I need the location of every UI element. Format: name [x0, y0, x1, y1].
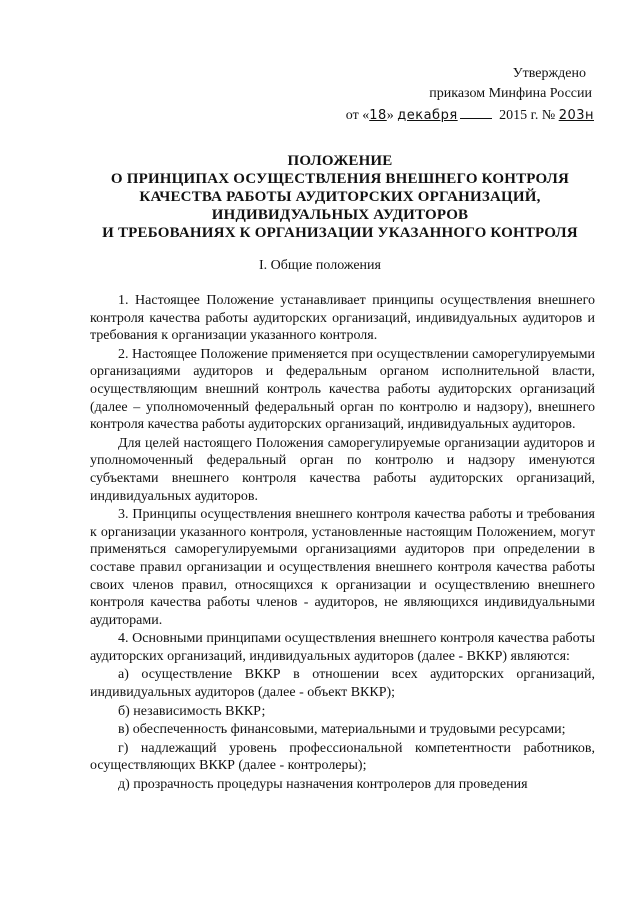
paragraph: 2. Настоящее Положение применяется при осуществлении саморегулируемыми организациями аудиторов и федеральным органом исполнительной власти, осуществляющим внешний контроль качества работы аудиторских организаций (далее – уполномоченный федеральный орган по контролю и надзору), внешнего контроля качества работы аудиторских организаций, индивидуальных аудиторов. — [90, 346, 595, 433]
date-quote-close: » — [386, 108, 394, 123]
date-prefix: от « — [345, 108, 370, 123]
title-line: КАЧЕСТВА РАБОТЫ АУДИТОРСКИХ ОРГАНИЗАЦИЙ, — [139, 189, 541, 205]
document-title — [90, 152, 590, 242]
section-heading: I. Общие положения — [259, 258, 381, 273]
title-line: О ПРИНЦИПАХ ОСУЩЕСТВЛЕНИЯ ВНЕШНЕГО КОНТРОЛЯ — [110, 171, 570, 187]
title-line: ИНДИВИДУАЛЬНЫХ АУДИТОРОВ — [211, 207, 469, 223]
approval-order: приказом Минфина России — [429, 86, 592, 101]
approval-date — [346, 104, 594, 126]
paragraph: 3. Принципы осуществления внешнего контроля качества работы и требования к организации указанного контроля, установленные настоящим Положением, могут применяться саморегулируемыми организациями аудиторов при определении в составе правил организации и осуществления внешнего контроля качества работы своих членов правил, относящихся к организации и осуществлению внешнего контроля качества работы членов - аудиторов, не являющихся индивидуальными аудиторами. — [90, 507, 595, 628]
list-item: г) надлежащий уровень профессиональной компетентности работников, осуществляющих ВККР (далее - контролеры); — [90, 740, 595, 774]
list-item: в) обеспеченность финансовыми, материальными и трудовыми ресурсами; — [118, 722, 566, 738]
list-item: а) осуществление ВККР в отношении всех аудиторских организаций, индивидуальных аудиторов (далее - объект ВККР); — [90, 667, 595, 701]
date-day: 18 — [369, 108, 387, 123]
paragraph: 4. Основными принципами осуществления внешнего контроля качества работы аудиторских организаций, индивидуальных аудиторов (далее - ВККР) являются: — [90, 631, 595, 664]
approval-block — [346, 64, 594, 126]
date-year: 2015 г. № — [499, 108, 556, 123]
paragraph: 1. Настоящее Положение устанавливает принципы осуществления внешнего контроля качества работы аудиторских организаций, индивидуальных аудиторов и требования к организации указанного контроля. — [90, 293, 595, 344]
date-blank-line — [460, 104, 492, 119]
title-line: И ТРЕБОВАНИЯХ К ОРГАНИЗАЦИИ УКАЗАННОГО КОНТРОЛЯ — [102, 225, 578, 241]
document-body — [90, 292, 595, 794]
order-number: 203н — [558, 108, 594, 123]
date-month: декабря — [397, 108, 458, 123]
list-item: д) прозрачность процедуры назначения контролеров для проведения — [118, 777, 528, 793]
paragraph: Для целей настоящего Положения саморегулируемые организации аудиторов и уполномоченный федеральный орган по контролю и надзору именуются субъектами внешнего контроля качества работы аудиторских организаций, индивидуальных аудиторов. — [90, 435, 595, 504]
list-item: б) независимость ВККР; — [118, 703, 266, 719]
approval-label: Утверждено — [512, 66, 586, 81]
title-line: ПОЛОЖЕНИЕ — [287, 153, 393, 169]
